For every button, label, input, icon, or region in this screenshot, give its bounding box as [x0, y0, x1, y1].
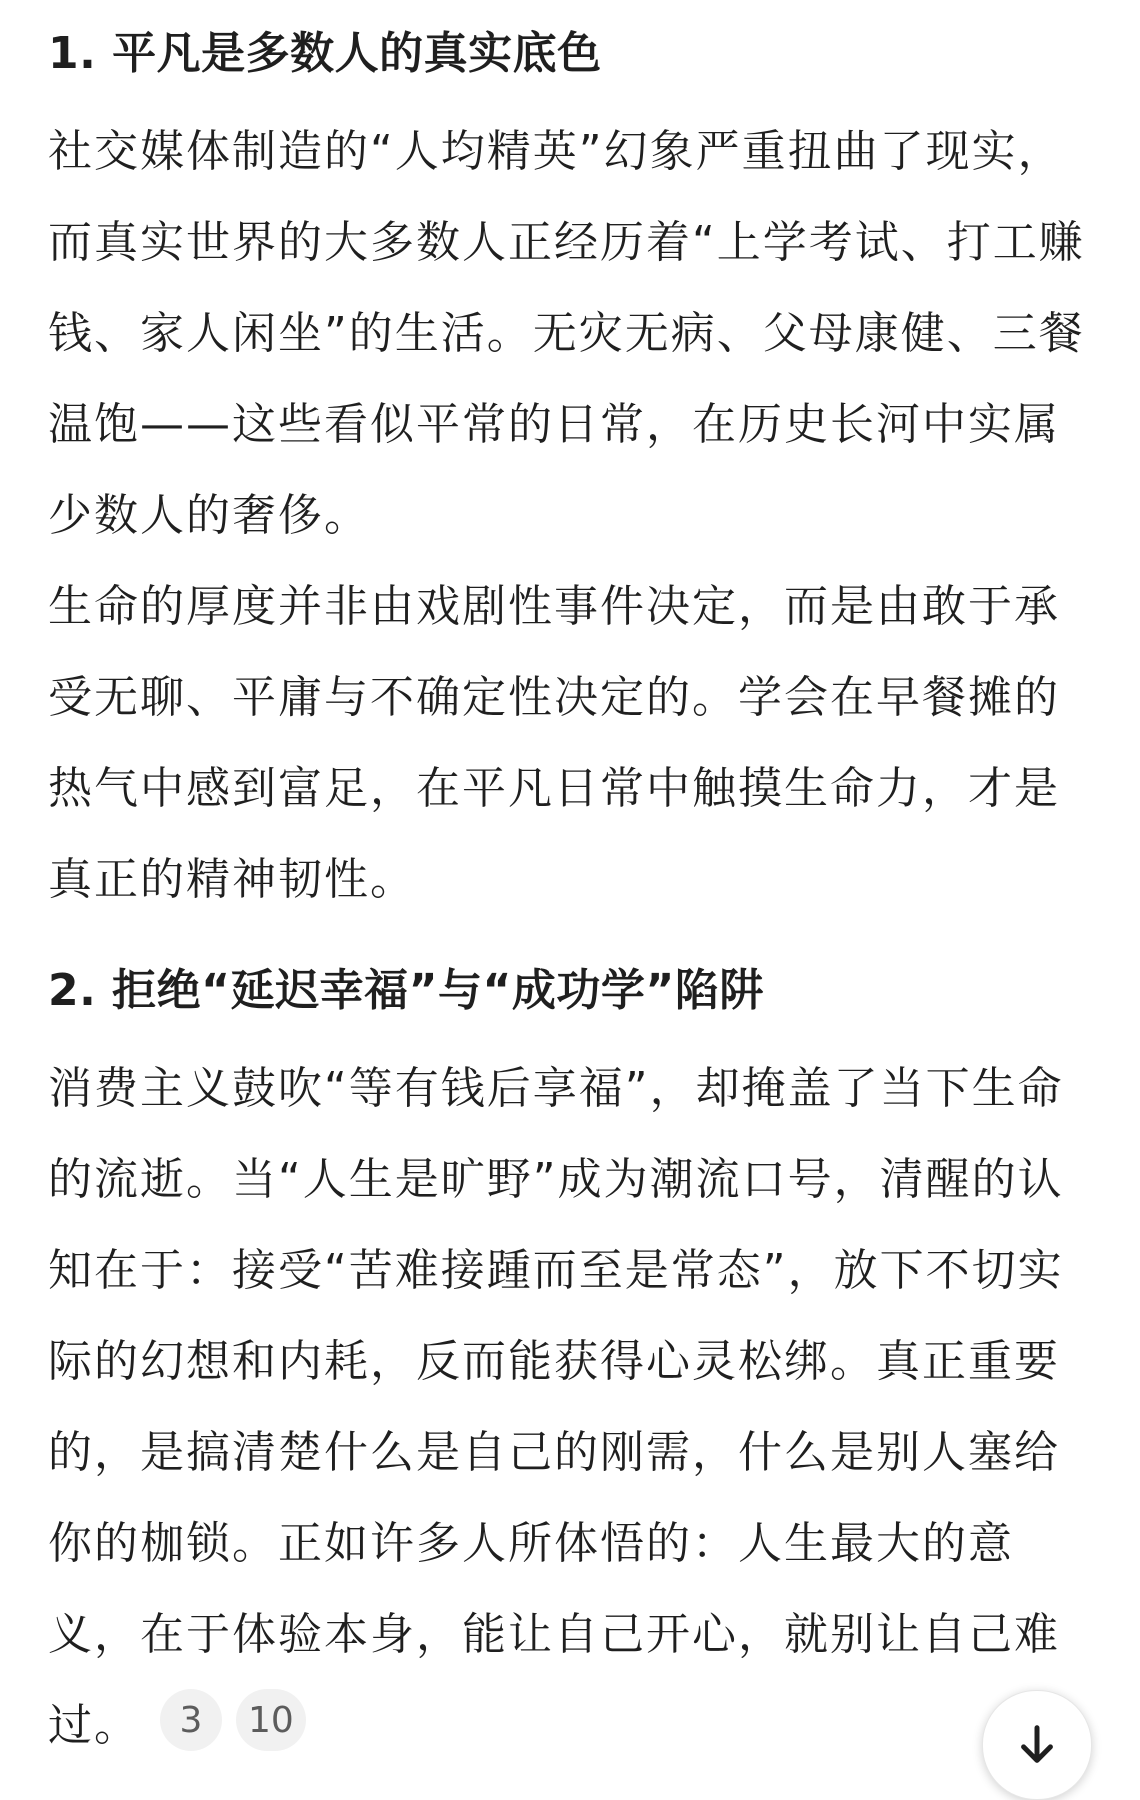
section-1-paragraph-2: 生命的厚度并非由戏剧性事件决定，而是由敢于承受无聊、平庸与不确定性决定的。学会在早餐摊的热气中感到富足，在平凡日常中触摸生命力，才是真正的精神韧性。	[48, 581, 1060, 905]
section-2-paragraph	[48, 1043, 1098, 1771]
citation-badge-3[interactable]: 3	[160, 1689, 222, 1751]
arrow-down-icon	[1014, 1722, 1060, 1768]
section-2-paragraph-text: 消费主义鼓吹“等有钱后享福”，却掩盖了当下生命的流逝。当“人生是旷野”成为潮流口号，清醒的认知在于：接受“苦难接踵而至是常态”，放下不切实际的幻想和内耗，反而能获得心灵松绑。真正重要的，是搞清楚什么是自己的刚需，什么是别人塞给你的枷锁。正如许多人所体悟的：人生最大的意义，在于体验本身，能让自己开心，就别让自己难过。	[48, 1063, 1064, 1751]
section-heading-2: 2. 拒绝“延迟幸福”与“成功学”陷阱	[48, 965, 764, 1016]
scroll-to-bottom-button[interactable]	[982, 1690, 1092, 1800]
article-content	[48, 22, 1098, 1771]
citation-badge-10[interactable]: 10	[236, 1689, 306, 1751]
section-1-paragraph-1: 社交媒体制造的“人均精英”幻象严重扭曲了现实，而真实世界的大多数人正经历着“上学考试、打工赚钱、家人闲坐”的生活。无灾无病、父母康健、三餐温饱——这些看似平常的日常，在历史长河中实属少数人的奢侈。	[48, 126, 1085, 541]
citation-group	[160, 1697, 306, 1759]
section-heading-1: 1. 平凡是多数人的真实底色	[48, 28, 602, 79]
